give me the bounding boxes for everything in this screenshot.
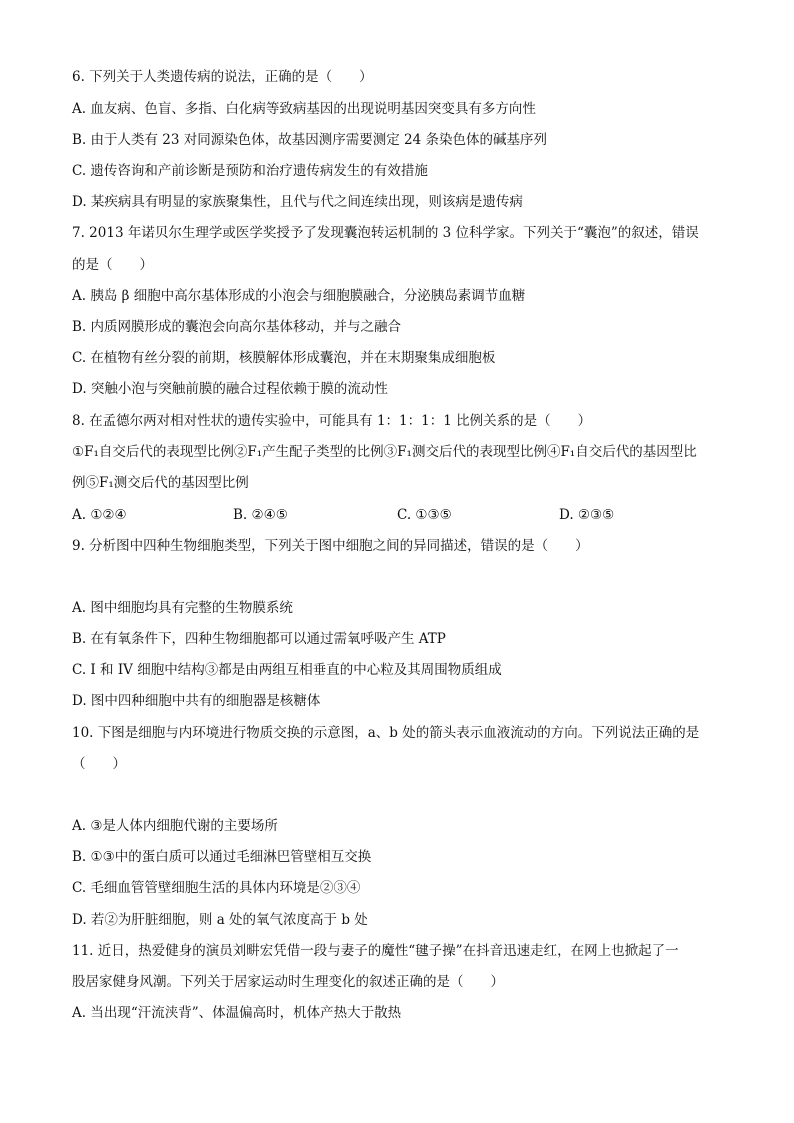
q7-stem-line1: 7. 2013 年诺贝尔生理学或医学奖授予了发现囊泡转运机制的 3 位科学家。下列关于“囊泡”的叙述，错误 — [72, 225, 699, 241]
q6-option-a: A. 血友病、色盲、多指、白化病等致病基因的出现说明基因突变具有多方向性 — [72, 101, 536, 117]
q6-option-d: D. 某疾病具有明显的家族聚集性，且代与代之间连续出现，则该病是遗传病 — [72, 194, 523, 210]
q7-option-c: C. 在植物有丝分裂的前期，核膜解体形成囊泡，并在末期聚集成细胞板 — [72, 350, 496, 366]
q10-stem-line1: 10. 下图是细胞与内环境进行物质交换的示意图，a、b 处的箭头表示血液流动的方向。下列说法正确的是 — [72, 725, 700, 741]
q8-stem-line1: 8. 在孟德尔两对相对性状的遗传实验中，可能具有 1：1：1：1 比例关系的是（ ） — [72, 413, 592, 429]
q11-option-a: A. 当出现“汗流浃背”、体温偏高时，机体产热大于散热 — [72, 1005, 402, 1021]
q10-option-c: C. 毛细血管管壁细胞生活的具体内环境是②③④ — [72, 880, 361, 896]
q11-stem-line2: 股居家健身风潮。下列关于居家运动时生理变化的叙述正确的是（ ） — [72, 974, 504, 990]
q6-option-c: C. 遗传咨询和产前诊断是预防和治疗遗传病发生的有效措施 — [72, 163, 428, 179]
q6-stem: 6. 下列关于人类遗传病的说法，正确的是（ ） — [72, 69, 373, 85]
q9-option-c: C. I 和 IV 细胞中结构③都是由两组互相垂直的中心粒及其周围物质组成 — [72, 662, 502, 678]
q9-option-a: A. 图中细胞均具有完整的生物膜系统 — [72, 600, 293, 616]
q10-stem-line2: （ ） — [72, 756, 126, 772]
q8-stem-line2: ①F₁自交后代的表现型比例②F₁产生配子类型的比例③F₁测交后代的表现型比例④F₁自交后代的基因型比 — [72, 444, 697, 460]
q9-option-d: D. 图中四种细胞中共有的细胞器是核糖体 — [72, 693, 321, 709]
q8-option-b: B. ②④⑤ — [233, 507, 288, 523]
q8-option-d: D. ②③⑤ — [559, 507, 615, 523]
q9-option-b: B. 在有氧条件下，四种生物细胞都可以通过需氧呼吸产生 ATP — [72, 631, 446, 647]
q10-option-d: D. 若②为肝脏细胞，则 a 处的氧气浓度高于 b 处 — [72, 912, 368, 928]
q7-stem-line2: 的是（ ） — [72, 257, 153, 273]
q7-option-a: A. 胰岛 β 细胞中高尔基体形成的小泡会与细胞膜融合，分泌胰岛素调节血糖 — [72, 288, 526, 304]
q11-stem-line1: 11. 近日，热爱健身的演员刘畊宏凭借一段与妻子的魔性“毽子操”在抖音迅速走红，在网上也掀起了一 — [72, 943, 679, 959]
q6-option-b: B. 由于人类有 23 对同源染色体，故基因测序需要测定 24 条染色体的碱基序列 — [72, 132, 548, 148]
q10-option-b: B. ①③中的蛋白质可以通过毛细淋巴管壁相互交换 — [72, 849, 372, 865]
q9-stem: 9. 分析图中四种生物细胞类型，下列关于图中细胞之间的异同描述，错误的是（ ） — [72, 538, 589, 554]
q10-option-a: A. ③是人体内细胞代谢的主要场所 — [72, 818, 278, 834]
q7-option-b: B. 内质网膜形成的囊泡会向高尔基体移动，并与之融合 — [72, 319, 402, 335]
q8-stem-line3: 例⑤F₁测交后代的基因型比例 — [72, 475, 249, 491]
q8-option-a: A. ①②④ — [72, 507, 127, 523]
q8-option-c: C. ①③⑤ — [397, 507, 452, 523]
q7-option-d: D. 突触小泡与突触前膜的融合过程依赖于膜的流动性 — [72, 381, 388, 397]
